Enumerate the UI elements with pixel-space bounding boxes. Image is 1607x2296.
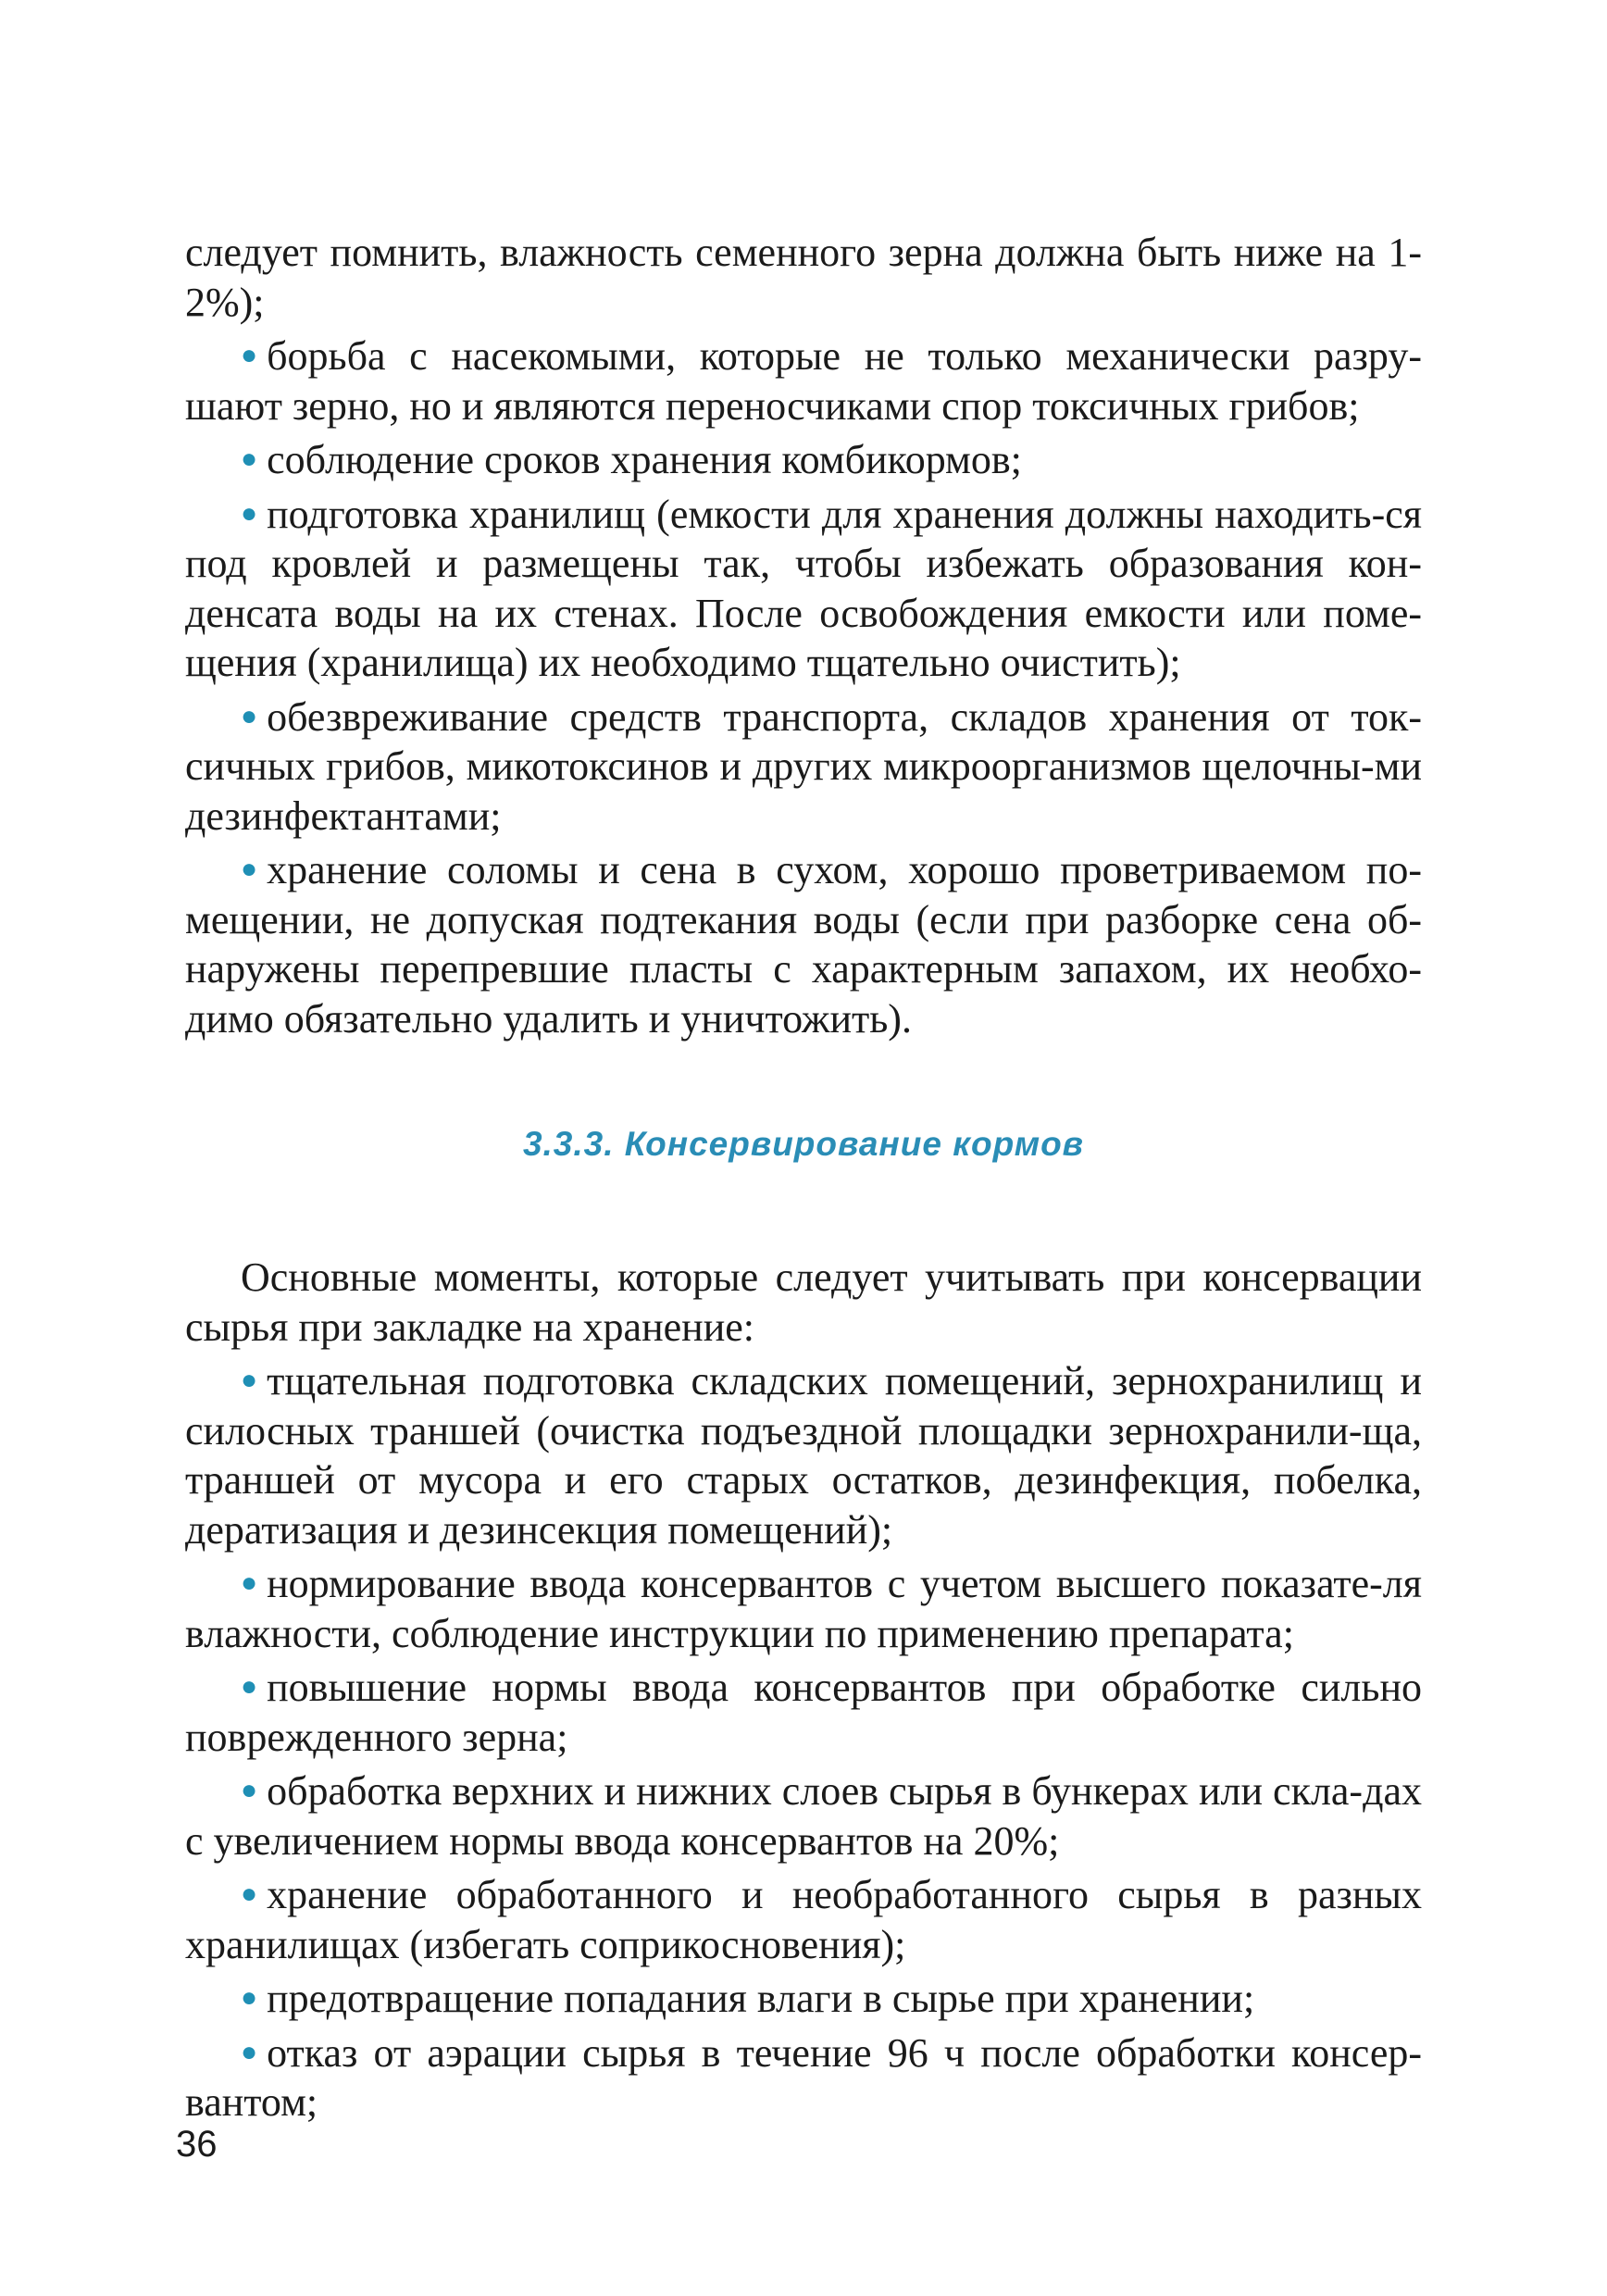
list-item-text: обработка верхних и нижних слоев сырья в бункерах или скла-дах с увеличением нормы ввода консервантов на 20%; — [185, 1768, 1422, 1864]
bullet-dot-icon: ● — [241, 700, 258, 731]
paragraph-text: следует помнить, влажность семенного зерна должна быть ниже на 1-2%); — [185, 230, 1422, 325]
list-item-text: нормирование ввода консервантов с учетом высшего показате-ля влажности, соблюдение инструкции по применению препарата; — [185, 1561, 1422, 1656]
list-item — [185, 434, 1422, 485]
list-item — [185, 1558, 1422, 1658]
list-item-text: соблюдение сроков хранения комбикормов; — [267, 437, 1022, 482]
list-item-text: подготовка хранилищ (емкости для хранения должны находить-ся под кровлей и размещены так, чтобы избежать образования кон-денсата воды на их стенах. После освобождения емкости или поме-щения (хранилища) их необходимо тщательно очистить); — [185, 491, 1422, 685]
list-item — [185, 844, 1422, 1043]
list-item-text: повышение нормы ввода консервантов при обработке сильно поврежденного зерна; — [185, 1665, 1422, 1760]
bullet-dot-icon: ● — [241, 340, 258, 370]
list-item-text: отказ от аэрации сырья в течение 96 ч после обработки консер-вантом; — [185, 2029, 1422, 2125]
list-item-text: борьба с насекомыми, которые не только механически разру-шают зерно, но и являются переносчиками спор токсичных грибов; — [185, 333, 1422, 429]
page-content — [185, 228, 1422, 2131]
section-intro — [185, 1253, 1422, 1352]
list-item — [185, 489, 1422, 688]
list-item-text: обезвреживание средств транспорта, складов хранения от ток-сичных грибов, микотоксинов и других микроорганизмов щелочны-ми дезинфектантами; — [185, 693, 1422, 839]
bullet-dot-icon: ● — [241, 497, 258, 529]
bullet-dot-icon: ● — [241, 1775, 258, 1805]
list-item — [185, 331, 1422, 430]
list-item — [185, 1869, 1422, 1969]
bullet-dot-icon: ● — [241, 443, 258, 474]
list-item — [185, 1973, 1422, 2024]
paragraph-text: Основные моменты, которые следует учитывать при консервации сырья при закладке на хранение: — [185, 1254, 1422, 1350]
list-item-text: хранение соломы и сена в сухом, хорошо проветриваемом по-мещении, не допуская подтекания воды (если при разборке сена об-наружены перепревшие пласты с характерным запахом, их необхо-димо обязательно удалить и уничтожить). — [185, 847, 1422, 1042]
section-heading: 3.3.3. Консервирование кормов — [522, 1125, 1085, 1163]
paragraph-continuation — [185, 228, 1422, 327]
list-item — [185, 2028, 1422, 2128]
bullet-dot-icon: ● — [241, 1365, 258, 1395]
bullet-dot-icon: ● — [241, 1671, 258, 1702]
list-item — [185, 1662, 1422, 1762]
bullet-dot-icon: ● — [241, 2036, 258, 2067]
list-item-text: хранение обработанного и необработанного сырья в разных хранилищах (избегать соприкосновения); — [185, 1872, 1422, 1967]
list-item-text: предотвращение попадания влаги в сырье при хранении; — [267, 1976, 1255, 2021]
page-number: 36 — [176, 2124, 218, 2165]
bullet-dot-icon: ● — [241, 1878, 258, 1909]
bullet-dot-icon: ● — [241, 854, 258, 884]
list-item — [185, 1355, 1422, 1554]
bullet-dot-icon: ● — [241, 1982, 258, 2013]
list-item — [185, 1766, 1422, 1866]
list-item — [185, 692, 1422, 842]
bullet-dot-icon: ● — [241, 1567, 258, 1598]
list-item-text: тщательная подготовка складских помещений, зернохранилищ и силосных траншей (очистка подъездной площадки зернохранили-ща, траншей от мусора и его старых остатков, дезинфекция, побелка, дератизация и дезинсекция помещений); — [185, 1358, 1422, 1553]
